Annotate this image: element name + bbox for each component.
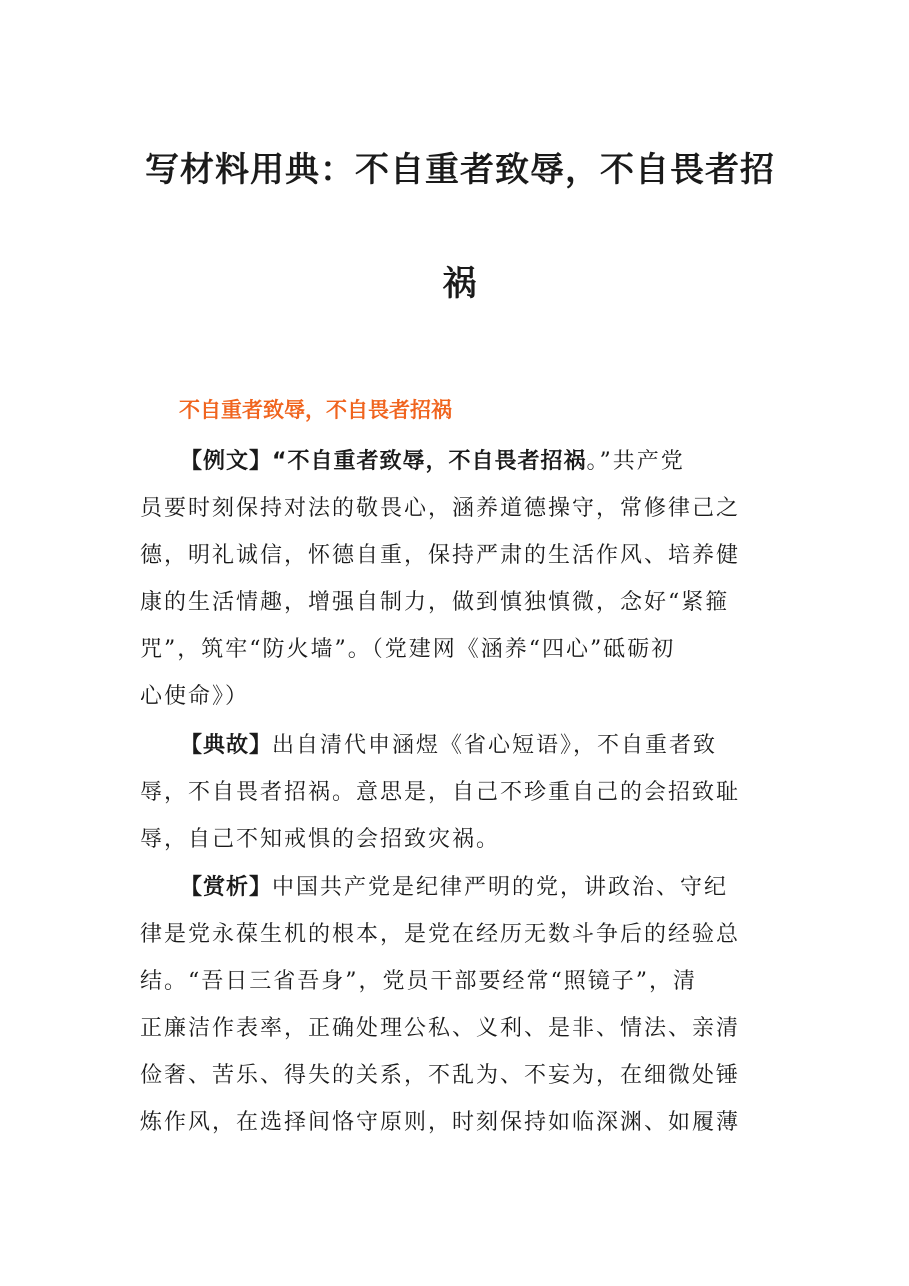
example-tag: 【例文】: [180, 449, 273, 474]
paragraph-line: 德，明礼诚信，怀德自重，保持严肃的生活作风、培养健: [140, 543, 741, 568]
section-heading: 不自重者致辱，不自畏者招祸: [179, 398, 452, 422]
example-quote: “不自重者致辱，不自畏者招祸: [272, 449, 587, 474]
document-title-line-2: 祸: [442, 264, 478, 304]
paragraph-line: 康的生活情趣，增强自制力，做到慎独慎微，念好“紧箍: [140, 590, 730, 615]
allusion-line-1-rest: 出自清代申涵煜《省心短语》，不自重者致: [272, 733, 718, 758]
paragraph-line: 员要时刻保持对法的敬畏心，涵养道德操守，常修律己之: [140, 496, 741, 521]
document-title-line-1: 写材料用典：不自重者致辱，不自畏者招: [145, 150, 775, 190]
paragraph-line: 正廉洁作表率，正确处理公私、义利、是非、情法、亲清: [140, 1016, 741, 1041]
paragraph-line: [140, 864, 770, 911]
paragraph-line: 辱，自己不知戒惧的会招致灾祸。: [140, 827, 501, 852]
paragraph-line: 律是党永葆生机的根本，是党在经历无数斗争后的经验总: [140, 922, 741, 947]
paragraph-line: 咒”，筑牢“防火墙”。（党建网《涵养“四心”砥砺初: [140, 637, 676, 662]
appreciation-paragraph: [140, 864, 770, 1146]
allusion-tag: 【典故】: [180, 733, 273, 758]
paragraph-line: 俭奢、苦乐、得失的关系，不乱为、不妄为，在细微处锤: [140, 1063, 741, 1088]
appreciation-tag: 【赏析】: [180, 875, 273, 900]
paragraph-line: [140, 438, 770, 485]
paragraph-line: 心使命》）: [140, 684, 250, 709]
appreciation-line-1-rest: 中国共产党是纪律严明的党，讲政治、守纪: [272, 875, 729, 900]
paragraph-line: 结。“吾日三省吾身”，党员干部要经常“照镜子”，清: [140, 969, 697, 994]
paragraph-line: [140, 722, 770, 769]
paragraph-line: 辱，不自畏者招祸。意思是，自己不珍重自己的会招致耻: [140, 780, 741, 805]
paragraph-line: 炼作风，在选择间恪守原则，时刻保持如临深渊、如履薄: [140, 1110, 741, 1135]
example-line-1-rest: 。”共产党: [586, 449, 685, 474]
allusion-paragraph: [140, 722, 770, 863]
example-paragraph: [140, 438, 770, 720]
